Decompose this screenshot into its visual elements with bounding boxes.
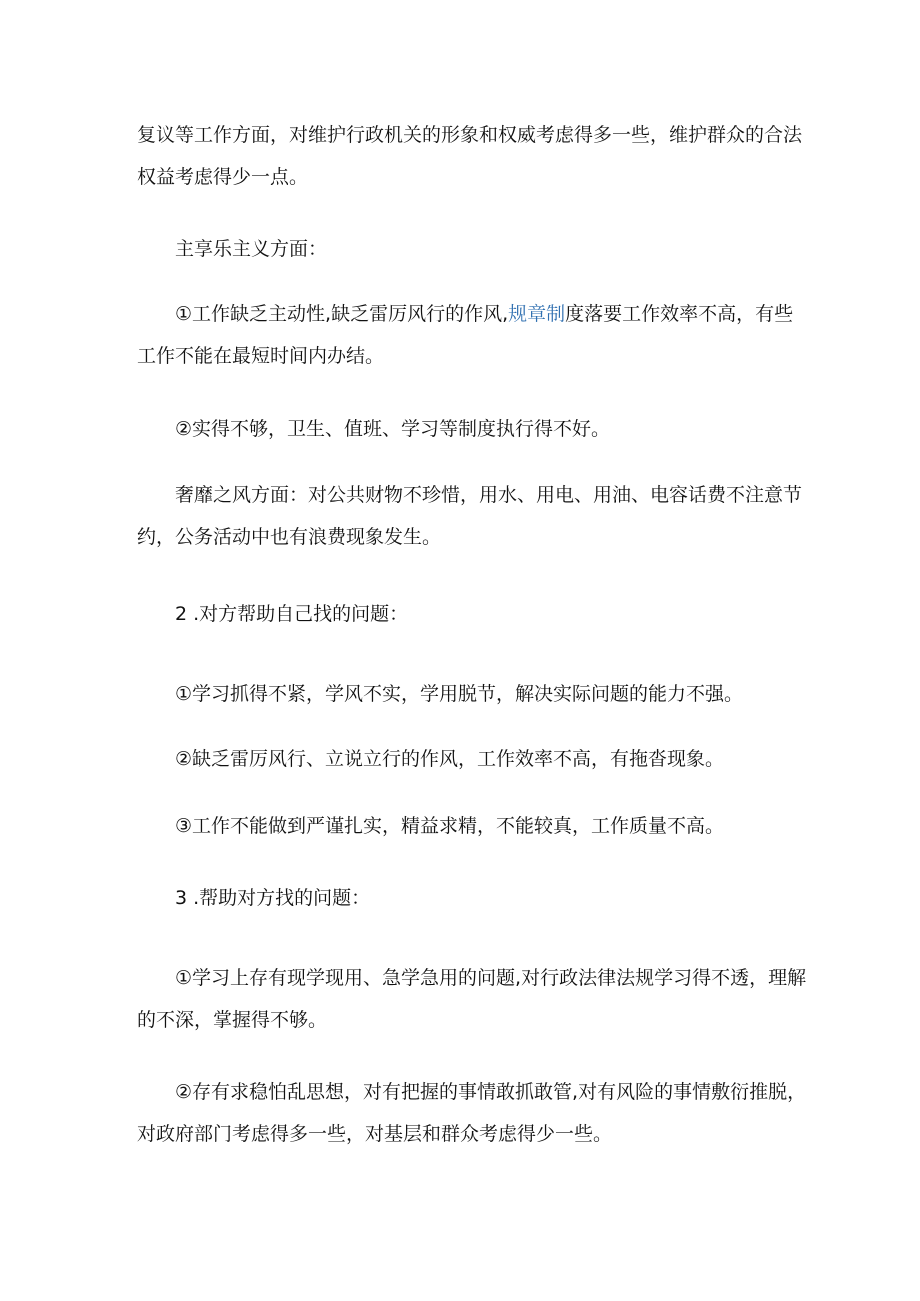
text-line: 约，公务活动中也有浪费现象发生。 <box>137 526 442 548</box>
text-line: ②实得不够，卫生、值班、学习等制度执行得不好。 <box>175 418 611 440</box>
text-line: ②缺乏雷厉风行、立说立行的作风，工作效率不高，有拖沓现象。 <box>175 748 725 770</box>
text-line: 的不深，掌握得不够。 <box>137 1009 328 1031</box>
paragraph-7 <box>137 673 787 715</box>
paragraph-6 <box>137 593 787 635</box>
paragraph-2 <box>137 228 787 270</box>
text-line <box>137 293 794 335</box>
section-heading-2: 2 .对方帮助自己找的问题： <box>175 603 409 625</box>
text-line: 权益考虑得少一点。 <box>137 166 309 188</box>
text-line: 复议等工作方面，对维护行政机关的形象和权威考虑得多一些，维护群众的合法 <box>137 124 803 146</box>
paragraph-1 <box>137 114 803 198</box>
text-line: 奢靡之风方面：对公共财物不珍惜，用水、用电、用油、电容话费不注意节 <box>175 484 803 506</box>
paragraph-9 <box>137 805 787 847</box>
text-line: 工作不能在最短时间内办结。 <box>137 345 385 367</box>
paragraph-3 <box>137 293 794 377</box>
text-segment: ①工作缺乏主动性,缺乏雷厉风行的作风, <box>175 303 509 325</box>
text-line: ③工作不能做到严谨扎实，精益求精，不能较真，工作质量不高。 <box>175 815 725 837</box>
paragraph-11 <box>137 957 807 1041</box>
paragraph-12 <box>137 1071 807 1155</box>
text-line: ①学习上存有现学现用、急学急用的问题,对行政法律法规学习得不透，理解 <box>175 967 807 989</box>
paragraph-4 <box>137 408 787 450</box>
regulation-link[interactable]: 规章制 <box>508 303 566 325</box>
paragraph-10 <box>137 877 787 919</box>
paragraph-5 <box>137 474 803 558</box>
paragraph-8 <box>137 738 787 780</box>
section-heading-3: 3 .帮助对方找的问题： <box>175 887 371 909</box>
text-line: 对政府部门考虑得多一些，对基层和群众考虑得少一些。 <box>137 1123 613 1145</box>
text-line: ①学习抓得不紧，学风不实，学用脱节，解决实际问题的能力不强。 <box>175 683 744 705</box>
text-segment: 度落要工作效率不高，有些 <box>565 303 794 325</box>
section-heading-hedonism: 主享乐主义方面： <box>175 238 328 260</box>
text-line: ②存有求稳怕乱思想，对有把握的事情敢抓敢管,对有风险的事情敷衍推脱， <box>175 1081 807 1103</box>
